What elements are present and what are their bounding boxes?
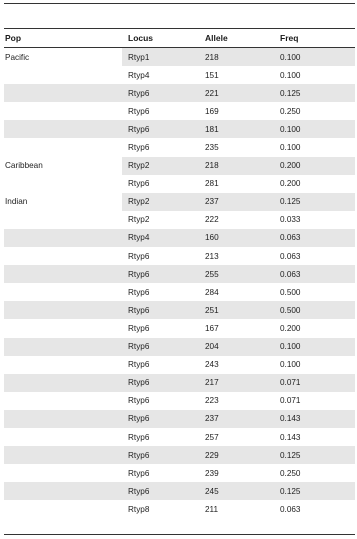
- cell-freq: 0.100: [280, 342, 301, 352]
- cell-freq: 0.200: [280, 179, 301, 189]
- header-pop: Pop: [5, 33, 22, 43]
- header-allele: Allele: [205, 33, 228, 43]
- cell-locus: Rtyp2: [128, 161, 150, 171]
- header-freq: Freq: [280, 33, 299, 43]
- cell-allele: 218: [205, 161, 219, 171]
- cell-freq: 0.250: [280, 468, 301, 478]
- row-shading: [4, 84, 355, 102]
- cell-locus: Rtyp6: [128, 378, 150, 388]
- cell-freq: 0.200: [280, 323, 301, 333]
- cell-locus: Rtyp6: [128, 287, 150, 297]
- cell-allele: 284: [205, 287, 219, 297]
- cell-freq: 0.071: [280, 378, 301, 388]
- cell-freq: 0.250: [280, 106, 301, 116]
- cell-freq: 0.100: [280, 52, 301, 62]
- table-row: [4, 265, 355, 283]
- row-shading: [4, 446, 355, 464]
- table-row: [4, 120, 355, 138]
- table-row: [4, 157, 355, 175]
- cell-freq: 0.100: [280, 143, 301, 153]
- cell-allele: 223: [205, 396, 219, 406]
- cell-allele: 255: [205, 269, 219, 279]
- table-row: [4, 338, 355, 356]
- cell-allele: 281: [205, 179, 219, 189]
- cell-locus: Rtyp6: [128, 143, 150, 153]
- table-row: [4, 84, 355, 102]
- cell-freq: 0.500: [280, 287, 301, 297]
- cell-allele: 239: [205, 468, 219, 478]
- cell-freq: 0.143: [280, 414, 301, 424]
- cell-allele: 211: [205, 504, 219, 514]
- cell-pop: Indian: [5, 197, 28, 207]
- row-shading: [122, 193, 355, 211]
- cell-allele: 229: [205, 450, 219, 460]
- cell-locus: Rtyp6: [128, 251, 150, 261]
- row-shading: [4, 374, 355, 392]
- cell-allele: 257: [205, 432, 219, 442]
- cell-freq: 0.100: [280, 124, 301, 134]
- cell-freq: 0.063: [280, 233, 301, 243]
- header-bottom-rule: [4, 47, 355, 48]
- table-bottom-rule: [4, 534, 355, 535]
- cell-locus: Rtyp4: [128, 70, 150, 80]
- row-shading: [4, 120, 355, 138]
- cell-locus: Rtyp6: [128, 486, 150, 496]
- cell-freq: 0.125: [280, 486, 301, 496]
- table-row: [4, 428, 355, 446]
- cell-locus: Rtyp6: [128, 468, 150, 478]
- cell-locus: Rtyp6: [128, 323, 150, 333]
- table-row: [4, 102, 355, 120]
- table-row: [4, 229, 355, 247]
- table-row: [4, 175, 355, 193]
- cell-allele: 243: [205, 360, 219, 370]
- table-row: [4, 319, 355, 337]
- table-row: [4, 410, 355, 428]
- table-row: [4, 247, 355, 265]
- table-header-row: [4, 29, 355, 47]
- cell-locus: Rtyp6: [128, 396, 150, 406]
- table-row: [4, 374, 355, 392]
- cell-allele: 217: [205, 378, 219, 388]
- cell-allele: 245: [205, 486, 219, 496]
- cell-locus: Rtyp6: [128, 450, 150, 460]
- cell-locus: Rtyp8: [128, 504, 150, 514]
- table-body: [4, 48, 355, 518]
- table-row: [4, 48, 355, 66]
- cell-pop: Pacific: [5, 52, 30, 62]
- cell-freq: 0.500: [280, 305, 301, 315]
- row-shading: [4, 229, 355, 247]
- cell-freq: 0.063: [280, 504, 301, 514]
- cell-freq: 0.100: [280, 360, 301, 370]
- cell-freq: 0.063: [280, 269, 301, 279]
- cell-allele: 151: [205, 70, 219, 80]
- table-row: [4, 283, 355, 301]
- cell-allele: 169: [205, 106, 219, 116]
- cell-locus: Rtyp6: [128, 360, 150, 370]
- cell-freq: 0.071: [280, 396, 301, 406]
- cell-allele: 222: [205, 215, 219, 225]
- cell-locus: Rtyp6: [128, 179, 150, 189]
- cell-locus: Rtyp6: [128, 106, 150, 116]
- cell-freq: 0.200: [280, 161, 301, 171]
- cell-allele: 218: [205, 52, 219, 62]
- table-row: [4, 193, 355, 211]
- row-shading: [4, 301, 355, 319]
- table-row: [4, 356, 355, 374]
- cell-freq: 0.125: [280, 450, 301, 460]
- table-row: [4, 500, 355, 518]
- cell-allele: 181: [205, 124, 219, 134]
- cell-locus: Rtyp6: [128, 88, 150, 98]
- cell-allele: 160: [205, 233, 219, 243]
- cell-freq: 0.125: [280, 197, 301, 207]
- cell-locus: Rtyp6: [128, 342, 150, 352]
- row-shading: [4, 265, 355, 283]
- cell-allele: 204: [205, 342, 219, 352]
- row-shading: [122, 48, 355, 66]
- row-shading: [4, 482, 355, 500]
- table-row: [4, 138, 355, 156]
- cell-locus: Rtyp6: [128, 269, 150, 279]
- row-shading: [4, 410, 355, 428]
- cell-locus: Rtyp2: [128, 215, 150, 225]
- table-row: [4, 482, 355, 500]
- table-row: [4, 66, 355, 84]
- cell-allele: 167: [205, 323, 219, 333]
- table-row: [4, 446, 355, 464]
- cell-pop: Caribbean: [5, 161, 43, 171]
- cell-locus: Rtyp6: [128, 432, 150, 442]
- cell-freq: 0.125: [280, 88, 301, 98]
- table-top-rule: [4, 3, 355, 4]
- table-row: [4, 301, 355, 319]
- row-shading: [4, 338, 355, 356]
- cell-locus: Rtyp1: [128, 52, 150, 62]
- cell-allele: 235: [205, 143, 219, 153]
- cell-locus: Rtyp6: [128, 305, 150, 315]
- cell-locus: Rtyp4: [128, 233, 150, 243]
- cell-allele: 213: [205, 251, 219, 261]
- cell-locus: Rtyp2: [128, 197, 150, 207]
- cell-allele: 237: [205, 414, 219, 424]
- cell-freq: 0.143: [280, 432, 301, 442]
- cell-locus: Rtyp6: [128, 414, 150, 424]
- row-shading: [122, 157, 355, 175]
- header-locus: Locus: [128, 33, 154, 43]
- table-row: [4, 464, 355, 482]
- table-row: [4, 392, 355, 410]
- cell-locus: Rtyp6: [128, 124, 150, 134]
- cell-allele: 251: [205, 305, 219, 315]
- cell-allele: 221: [205, 88, 219, 98]
- cell-freq: 0.100: [280, 70, 301, 80]
- cell-freq: 0.033: [280, 215, 301, 225]
- cell-allele: 237: [205, 197, 219, 207]
- cell-freq: 0.063: [280, 251, 301, 261]
- table-row: [4, 211, 355, 229]
